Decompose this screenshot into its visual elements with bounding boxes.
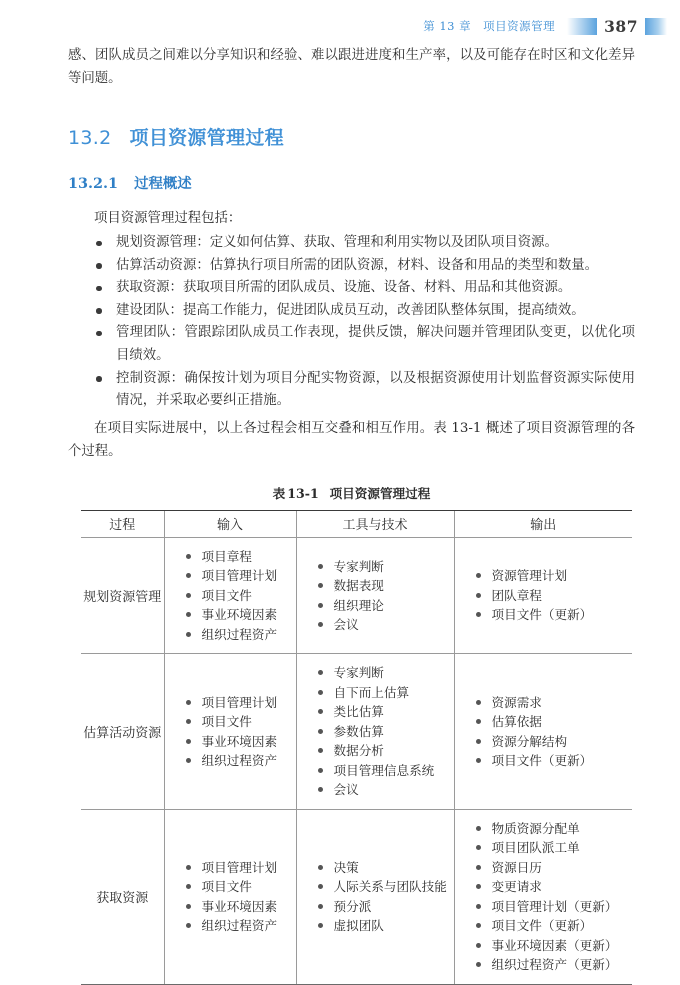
bullet-dot-icon	[476, 845, 481, 850]
list-lead-in: 项目资源管理过程包括：	[94, 211, 242, 226]
bullet-dot-icon	[186, 739, 191, 744]
bullet-dot-icon	[476, 719, 481, 724]
cell-bullet-list	[297, 663, 454, 800]
list-item-text: 资源管理计划	[491, 568, 568, 584]
list-item	[475, 751, 629, 771]
list-item-text: 专家判断	[333, 558, 384, 574]
table-caption-title: 项目资源管理过程	[329, 485, 431, 501]
list-item-text: 项目文件（更新）	[491, 607, 593, 623]
list-item-text: 会议	[333, 782, 359, 798]
bullet-dot-icon	[476, 573, 481, 578]
list-item-text: 项目文件（更新）	[491, 918, 593, 934]
bullet-dot-icon	[186, 554, 191, 559]
list-item-text: 规划资源管理：定义如何估算、获取、管理和利用实物以及团队项目资源。	[116, 235, 558, 250]
bullet-dot-icon	[318, 923, 323, 928]
list-item-text: 项目管理计划	[201, 694, 278, 710]
list-item	[185, 751, 292, 771]
list-item	[475, 819, 629, 839]
bullet-dot-icon	[318, 904, 323, 909]
bullet-dot-icon	[476, 758, 481, 763]
list-item-text: 项目团队派工单	[491, 840, 580, 856]
list-item-text: 团队章程	[491, 587, 542, 603]
bullet-dot-icon	[318, 709, 323, 714]
list-item-text: 组织过程资产	[201, 753, 278, 768]
list-item	[94, 322, 635, 367]
list-item	[317, 897, 450, 917]
list-item-text: 组织过程资产	[201, 626, 278, 642]
closing-paragraph: 在项目实际进展中，以上各过程会相互交叠和相互作用。表 13-1 概述了项目资源管理的各个过程。	[68, 420, 635, 459]
bullet-dot-icon	[186, 632, 191, 637]
column-header-outputs: 输出	[454, 510, 632, 537]
list-item	[185, 547, 292, 567]
table-row	[81, 654, 632, 810]
list-item	[185, 712, 292, 732]
list-item-text: 建设团队：提高工作能力，促进团队成员互动，改善团队整体氛围，提高绩效。	[116, 302, 585, 318]
list-item-text: 项目文件（更新）	[491, 753, 593, 768]
list-item-text: 自下而上估算	[333, 684, 410, 700]
list-item	[317, 663, 450, 683]
list-item-text: 变更请求	[491, 879, 542, 895]
list-item	[317, 877, 450, 897]
list-item-text: 估算依据	[491, 714, 542, 729]
bullet-dot-icon	[186, 865, 191, 870]
list-item	[94, 300, 635, 323]
bullet-dot-icon	[476, 962, 481, 967]
cell-bullet-list	[455, 693, 633, 771]
bullet-dot-icon	[186, 612, 191, 617]
bullet-dot-icon	[318, 690, 323, 695]
list-item	[94, 232, 635, 255]
bullet-dot-icon	[476, 593, 481, 598]
bullet-dot-icon	[476, 865, 481, 870]
column-header-tools: 工具与技术	[296, 510, 454, 537]
list-item-text: 控制资源：确保按计划为项目分配实物资源，以及根据资源使用计划监督资源实际使用情况，并采取必要纠正措施。	[116, 370, 635, 409]
bullet-dot-icon	[476, 904, 481, 909]
list-item	[475, 955, 629, 975]
column-header-inputs: 输入	[164, 510, 296, 537]
bullet-dot-icon	[186, 593, 191, 598]
process-bullet-list	[68, 232, 635, 413]
list-item	[185, 916, 292, 936]
table-header-row	[81, 510, 632, 537]
cell-outputs	[454, 809, 632, 984]
list-item	[185, 625, 292, 645]
list-item	[185, 858, 292, 878]
list-item-text: 参数估算	[333, 723, 384, 739]
bullet-dot-icon	[318, 603, 323, 608]
list-item-text: 数据分析	[333, 743, 384, 759]
list-item-text: 项目文件	[201, 714, 252, 729]
subsection-heading	[68, 172, 635, 193]
subsection-title: 过程概述	[134, 175, 192, 192]
bullet-dot-icon	[96, 308, 102, 314]
cell-bullet-list	[165, 858, 296, 936]
cell-process-name: 获取资源	[81, 809, 164, 984]
table-row	[81, 809, 632, 984]
bullet-dot-icon	[476, 612, 481, 617]
section-title: 项目资源管理过程	[129, 127, 284, 149]
list-item	[317, 596, 450, 616]
cell-process-name: 估算活动资源	[83, 726, 162, 741]
bullet-dot-icon	[186, 573, 191, 578]
list-item	[475, 712, 629, 732]
list-item-text: 事业环境因素	[201, 898, 278, 914]
bullet-dot-icon	[186, 884, 191, 889]
bullet-dot-icon	[96, 241, 102, 247]
list-item	[475, 566, 629, 586]
list-item	[317, 702, 450, 722]
bullet-dot-icon	[318, 748, 323, 753]
running-head	[0, 14, 680, 38]
list-item-text: 事业环境因素	[201, 607, 278, 623]
list-item	[317, 683, 450, 703]
list-item	[185, 732, 292, 752]
list-item-text: 组织过程资产	[201, 918, 278, 934]
cell-inputs	[164, 809, 296, 984]
cell-outputs	[454, 537, 632, 654]
list-item	[475, 858, 629, 878]
list-item	[475, 732, 629, 752]
list-item-text: 项目管理计划	[201, 568, 278, 584]
list-item	[475, 897, 629, 917]
intro-paragraph: 感、团队成员之间难以分享知识和经验、难以跟进进度和生产率，以及可能存在时区和文化差异等问题。	[68, 48, 635, 86]
bullet-dot-icon	[96, 286, 102, 292]
list-item	[317, 576, 450, 596]
list-item	[475, 877, 629, 897]
list-item-text: 资源分解结构	[491, 733, 568, 749]
bullet-dot-icon	[318, 865, 323, 870]
process-table	[81, 510, 632, 985]
list-item-text: 类比估算	[333, 704, 384, 720]
column-header-process: 过程	[81, 510, 164, 537]
list-item	[475, 586, 629, 606]
bullet-dot-icon	[186, 904, 191, 909]
list-item	[317, 761, 450, 781]
bullet-dot-icon	[186, 719, 191, 724]
bullet-dot-icon	[318, 768, 323, 773]
bullet-dot-icon	[318, 583, 323, 588]
bullet-dot-icon	[476, 943, 481, 948]
bullet-dot-icon	[318, 787, 323, 792]
bullet-dot-icon	[318, 622, 323, 627]
list-item	[317, 615, 450, 635]
list-item-text: 虚拟团队	[333, 918, 384, 934]
list-item	[94, 277, 635, 300]
list-item-text: 获取资源：获取项目所需的团队成员、设施、设备、材料、用品和其他资源。	[116, 280, 572, 296]
list-item	[475, 605, 629, 625]
cell-bullet-list	[297, 557, 454, 635]
list-item	[317, 858, 450, 878]
list-item-text: 项目管理计划	[201, 859, 278, 875]
list-item	[475, 936, 629, 956]
cell-bullet-list	[455, 819, 633, 975]
bullet-dot-icon	[186, 923, 191, 928]
list-item	[94, 255, 635, 278]
list-item-text: 管理团队：管跟踪团队成员工作表现，提供反馈，解决问题并管理团队变更，以优化项目绩效。	[116, 325, 635, 363]
bullet-dot-icon	[96, 376, 102, 382]
list-item-text: 项目文件	[201, 587, 252, 603]
list-item	[317, 916, 450, 936]
bullet-dot-icon	[476, 884, 481, 889]
running-head-chapter: 第 13 章 项目资源管理	[423, 19, 556, 33]
bullet-dot-icon	[318, 670, 323, 675]
list-item	[185, 605, 292, 625]
list-item	[475, 693, 629, 713]
cell-bullet-list	[165, 547, 296, 645]
cell-inputs	[164, 654, 296, 810]
list-item	[317, 722, 450, 742]
list-item-text: 资源日历	[491, 859, 542, 875]
list-item-text: 专家判断	[333, 665, 384, 681]
list-item	[185, 693, 292, 713]
bullet-dot-icon	[318, 729, 323, 734]
bullet-dot-icon	[96, 263, 102, 269]
list-item-text: 项目章程	[201, 548, 252, 564]
cell-tools	[296, 654, 454, 810]
page-number-gradient-bar-right	[645, 18, 667, 35]
list-item-text: 物质资源分配单	[491, 820, 580, 836]
list-item-text: 决策	[333, 859, 359, 875]
list-item-text: 数据表现	[333, 578, 384, 593]
list-item-text: 项目文件	[201, 879, 252, 895]
cell-tools	[296, 537, 454, 654]
list-item	[94, 368, 635, 413]
cell-bullet-list	[297, 858, 454, 936]
list-item-text: 组织过程资产（更新）	[491, 957, 618, 973]
list-item	[317, 557, 450, 577]
cell-inputs	[164, 537, 296, 654]
list-item	[475, 916, 629, 936]
list-item	[185, 877, 292, 897]
bullet-dot-icon	[476, 826, 481, 831]
list-item	[317, 741, 450, 761]
list-item-text: 事业环境因素	[201, 733, 278, 749]
section-heading	[68, 123, 635, 150]
list-item	[185, 897, 292, 917]
bullet-dot-icon	[476, 700, 481, 705]
cell-outputs	[454, 654, 632, 810]
list-item-text: 估算活动资源：估算执行项目所需的团队资源，材料、设备和用品的类型和数量。	[116, 257, 599, 273]
bullet-dot-icon	[318, 564, 323, 569]
list-item	[185, 586, 292, 606]
subsection-number: 13.2.1	[68, 175, 119, 192]
list-item	[185, 566, 292, 586]
section-number: 13.2	[68, 127, 112, 149]
cell-process-name: 规划资源管理	[83, 590, 162, 605]
list-item-text: 资源需求	[491, 694, 542, 710]
cell-tools	[296, 809, 454, 984]
list-item-text: 组织理论	[333, 597, 384, 613]
list-item-text: 人际关系与团队技能	[333, 879, 447, 895]
list-item	[475, 838, 629, 858]
list-item-text: 会议	[333, 617, 359, 632]
page-number: 387	[604, 16, 638, 36]
bullet-dot-icon	[186, 758, 191, 763]
list-item-text: 事业环境因素（更新）	[491, 937, 618, 953]
bullet-dot-icon	[96, 331, 102, 337]
list-item-text: 项目管理信息系统	[333, 762, 435, 778]
bullet-dot-icon	[476, 923, 481, 928]
table-caption-number: 13-1	[287, 485, 319, 501]
page-number-gradient-bar-left	[567, 18, 597, 35]
table-caption	[68, 483, 635, 502]
table-row	[81, 537, 632, 654]
bullet-dot-icon	[476, 739, 481, 744]
list-item-text: 预分派	[333, 898, 372, 914]
cell-bullet-list	[455, 566, 633, 625]
table-caption-label: 表	[272, 485, 286, 501]
list-item	[317, 780, 450, 800]
bullet-dot-icon	[186, 700, 191, 705]
bullet-dot-icon	[318, 884, 323, 889]
page-body	[68, 44, 635, 985]
list-item-text: 项目管理计划（更新）	[491, 898, 618, 914]
cell-bullet-list	[165, 693, 296, 771]
